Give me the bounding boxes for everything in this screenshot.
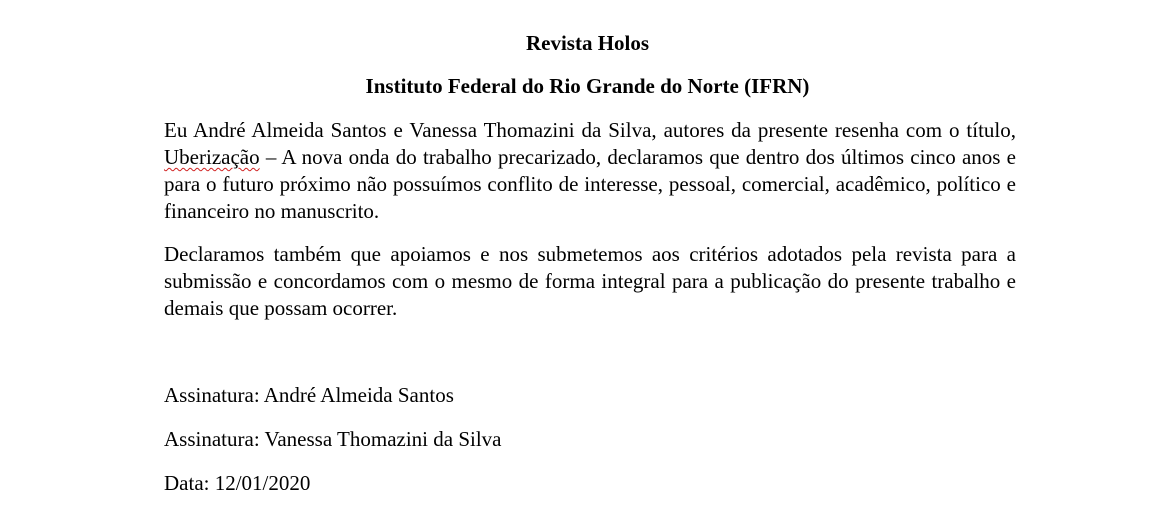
paragraph-1-text-end: – A nova onda do trabalho precarizado, declaramos que dentro dos últimos cinco anos e para o futuro próximo não possuímos conflito de interesse, pessoal, comercial, acadêmico, político e financeiro no manuscrito. [164,145,1016,223]
declaration-paragraph-1 [164,117,1016,225]
journal-title: Revista Holos [525,31,650,55]
declaration-paragraph-2: Declaramos também que apoiamos e nos submetemos aos critérios adotados pela revista para a submissão e concordamos com o mesmo de forma integral para a publicação do presente trabalho e demais que possam ocorrer. [164,242,1016,320]
institution-title: Instituto Federal do Rio Grande do Norte (IFRN) [365,74,810,98]
spellcheck-flagged-word: Uberização [164,145,260,169]
signature-line-2: Assinatura: Vanessa Thomazini da Silva [164,427,502,451]
date-line: Data: 12/01/2020 [164,471,311,495]
paragraph-1-text-start: Eu André Almeida Santos e Vanessa Thomazini da Silva, autores da presente resenha com o título, [164,118,1016,142]
signature-line-1: Assinatura: André Almeida Santos [164,383,454,407]
